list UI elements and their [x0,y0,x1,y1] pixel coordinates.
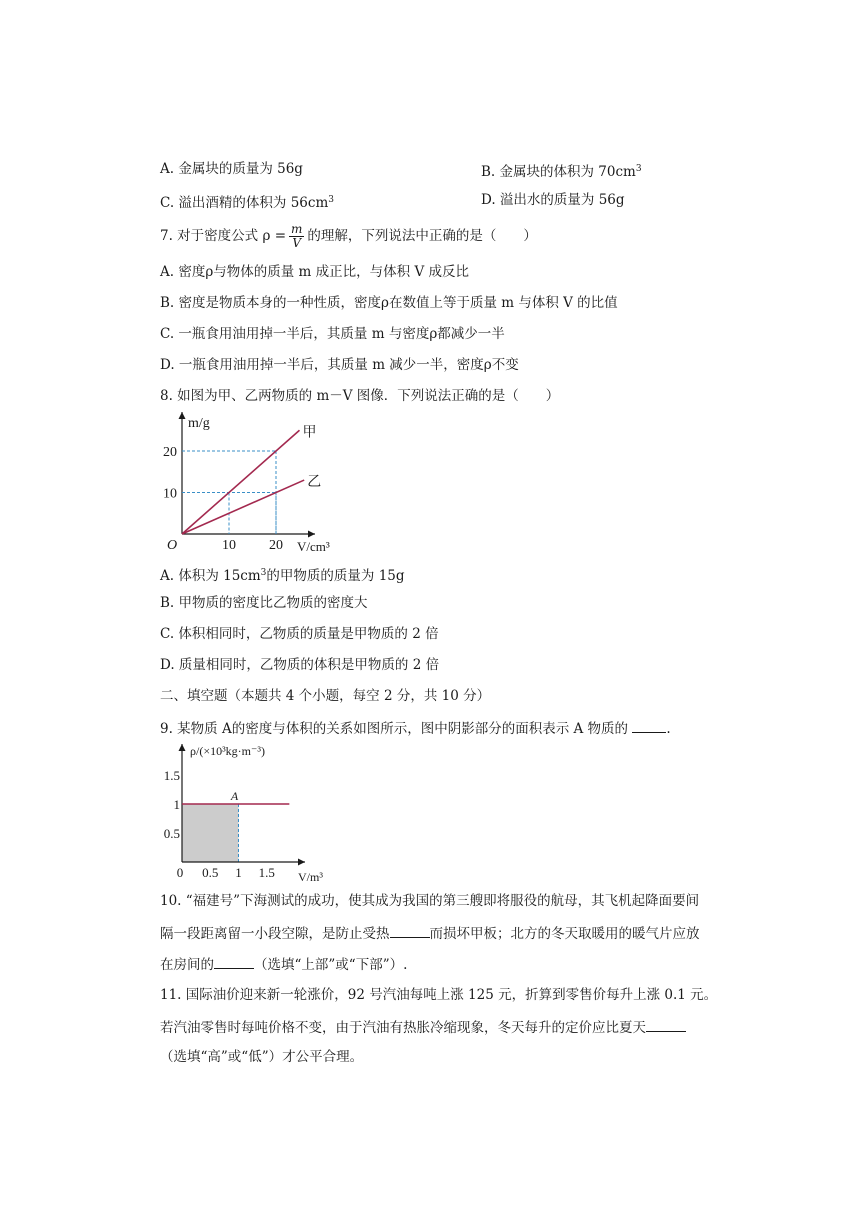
q6-option-c [160,191,334,212]
chart1-series-line-0 [182,430,300,534]
q10-line-3-b: （选填“上部”或“下部”）. [254,957,408,973]
chart2-y-axis-label: ρ/(×10³kg·m⁻³) [190,744,265,758]
q6-option-d: D. 溢出水的质量为 56g [481,192,625,208]
q8-stem: 8. 如图为甲、乙两物质的 m－V 图像．下列说法正确的是（ ） [160,388,560,404]
q10-line-2-a: 隔一段距离留一小段空隙，是防止受热 [160,926,390,942]
fraction-numerator: m [291,222,303,236]
chart1-x-tick-0: 10 [222,538,236,553]
q9-answer-blank[interactable] [632,718,666,733]
q10-answer-blank-1[interactable] [390,923,430,938]
q10-line-2-b: 而损坏甲板；北方的冬天取暖用的暖气片应放 [429,926,700,942]
q6-option-c-text: C. 溢出酒精的体积为 56cm [160,195,329,211]
q6-option-b-sup: 3 [635,164,642,174]
chart2-x-tick-0: 0 [176,865,184,880]
q11-answer-blank[interactable] [646,1017,686,1032]
chart2-y-tick-1: 1 [173,797,180,812]
q6-option-c-sup: 3 [328,195,334,205]
chart2-shaded-area [182,804,239,862]
density-volume-chart [155,738,355,888]
chart2-series-label-0: A [230,789,239,803]
q9-stem [160,718,671,738]
chart1-series-label-1: 乙 [307,475,322,491]
density-fraction [289,223,304,250]
q11-line-1: 11. 国际油价迎来新一轮涨价，92 号汽油每吨上涨 125 元，折算到零售价每升上涨 0.1 元。 [160,987,718,1003]
q10-answer-blank-2[interactable] [214,954,254,969]
chart1-x-axis-label: V/cm³ [297,539,330,554]
q9-stem-text: 9. 某物质 A的密度与体积的关系如图所示，图中阴影部分的面积表示 A 物质的 [160,721,629,737]
q10-line-3-a: 在房间的 [160,957,214,973]
q7-stem-suffix: 的理解，下列说法中正确的是（ ） [307,228,537,244]
section-2-heading: 二、填空题（本题共 4 个小题，每空 2 分，共 10 分） [160,688,491,704]
q6-option-b [481,160,642,181]
fraction-denominator: V [292,236,302,250]
q8-option-b: B. 甲物质的密度比乙物质的密度大 [160,595,368,611]
chart1-x-tick-1: 20 [269,538,283,553]
q10-line-2 [160,923,700,943]
q6-option-a: A. 金属块的质量为 56g [160,161,303,177]
q7-stem-prefix: 7. 对于密度公式 ρ = [160,228,287,244]
q9-period: . [666,721,671,737]
chart1-origin-label: O [166,538,178,553]
q8-option-a [160,564,405,585]
mass-volume-chart [155,408,355,558]
chart1-y-axis-label: m/g [188,416,210,431]
q8-option-a-text: A. 体积为 15cm [160,568,261,584]
q6-option-b-text: B. 金属块的体积为 70cm [481,164,636,180]
q11-line-2-text: 若汽油零售时每吨价格不变，由于汽油有热胀冷缩现象，冬天每升的定价应比夏天 [160,1020,646,1036]
chart2-y-tick-0: 0.5 [163,826,180,841]
chart2-y-tick-2: 1.5 [163,768,180,783]
chart1-series-line-1 [182,480,304,534]
chart1-series-label-0: 甲 [302,425,317,441]
chart1-y-tick-0: 10 [163,486,177,502]
q8-option-c: C. 体积相同时，乙物质的质量是甲物质的 2 倍 [160,626,439,642]
q7-option-c: C. 一瓶食用油用掉一半后，其质量 m 与密度ρ都减少一半 [160,326,505,342]
chart2-x-tick-2: 1 [235,865,242,880]
q8-option-a-suffix: 的甲物质的质量为 15g [266,568,405,584]
q7-option-b: B. 密度是物质本身的一种性质，密度ρ在数值上等于质量 m 与体积 V 的比值 [160,295,618,311]
chart2-x-tick-1: 0.5 [202,865,219,880]
chart2-x-axis-label: V/m³ [298,870,323,884]
q11-line-2 [160,1017,686,1037]
q7-option-d: D. 一瓶食用油用掉一半后，其质量 m 减少一半，密度ρ不变 [160,357,519,373]
chart1-y-tick-1: 20 [163,445,177,460]
q11-line-3: （选填“高”或“低”）才公平合理。 [160,1049,364,1065]
q10-line-1: 10. “福建号”下海测试的成功，使其成为我国的第三艘即将服役的航母，其飞机起降面要间 [160,893,700,909]
q8-option-a-sup: 3 [260,568,267,578]
q8-option-d: D. 质量相同时，乙物质的体积是甲物质的 2 倍 [160,657,440,673]
q7-option-a: A. 密度ρ与物体的质量 m 成正比，与体积 V 成反比 [160,264,469,280]
q10-line-3 [160,954,407,974]
q7-stem [160,222,537,250]
chart2-x-tick-3: 1.5 [258,865,275,880]
